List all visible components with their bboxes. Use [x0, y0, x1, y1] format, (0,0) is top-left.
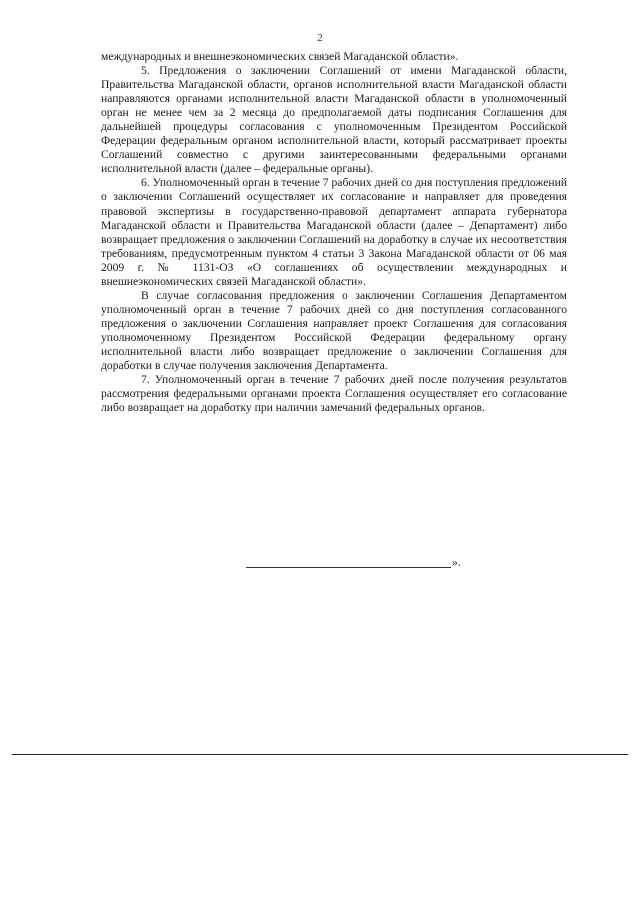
- document-body: [101, 50, 567, 415]
- closing-block: [246, 556, 466, 570]
- page-number: 2: [317, 32, 323, 44]
- paragraph-item-7: 7. Уполномоченный орган в течение 7 рабочих дней после получения результатов рассмотрения федеральными органами проекта Соглашения осуществляет его согласование либо возвращает на доработку при наличии замечаний федеральных органов.: [101, 373, 567, 415]
- paragraph-item-5: 5. Предложения о заключении Соглашений от имени Магаданской области, Правительства Магаданской области, органов исполнительной власти Магаданской области направляются органами исполнительной власти Магаданской области в уполномоченный орган не менее чем за 2 месяца до предполагаемой даты подписания Соглашения для дальнейшей процедуры согласования с уполномоченным Президентом Российской Федерации федеральным органом исполнительной власти, который рассматривает проекты Соглашений совместно с другими заинтересованными федеральными органами исполнительной власти (далее – федеральные органы).: [101, 64, 567, 176]
- closing-line: [246, 567, 451, 568]
- paragraph-approval-case: В случае согласования предложения о заключении Соглашения Департаментом уполномоченный орган в течение 7 рабочих дней со дня поступления согласованного предложения о заключении Соглашения направляет проект Соглашения для согласования уполномоченному Президентом Российской Федерации федеральному органу исполнительной власти либо возвращает предложение о заключении Соглашения для доработки в случае получения заключения Департамента.: [101, 288, 567, 373]
- paragraph-continuation: международных и внешнеэкономических связей Магаданской области».: [101, 50, 459, 63]
- footer-divider: [12, 754, 628, 755]
- closing-quote-mark: ».: [452, 556, 461, 569]
- paragraph-item-6: 6. Уполномоченный орган в течение 7 рабочих дней со дня поступления предложений о заключении Соглашений осуществляет их согласование и направляет для проведения правовой экспертизы в государственно-правовой департамент аппарата губернатора Магаданской области и Правительства Магаданской области (далее – Департамент) либо возвращает предложения о заключении Соглашений на доработку в случае их несоответствия требованиям, предусмотренным пунктом 4 статьи 3 Закона Магаданской области от 06 мая 2009 г. № 1131-ОЗ «О соглашениях об осуществлении международных и внешнеэкономических связей Магаданской области».: [101, 176, 567, 288]
